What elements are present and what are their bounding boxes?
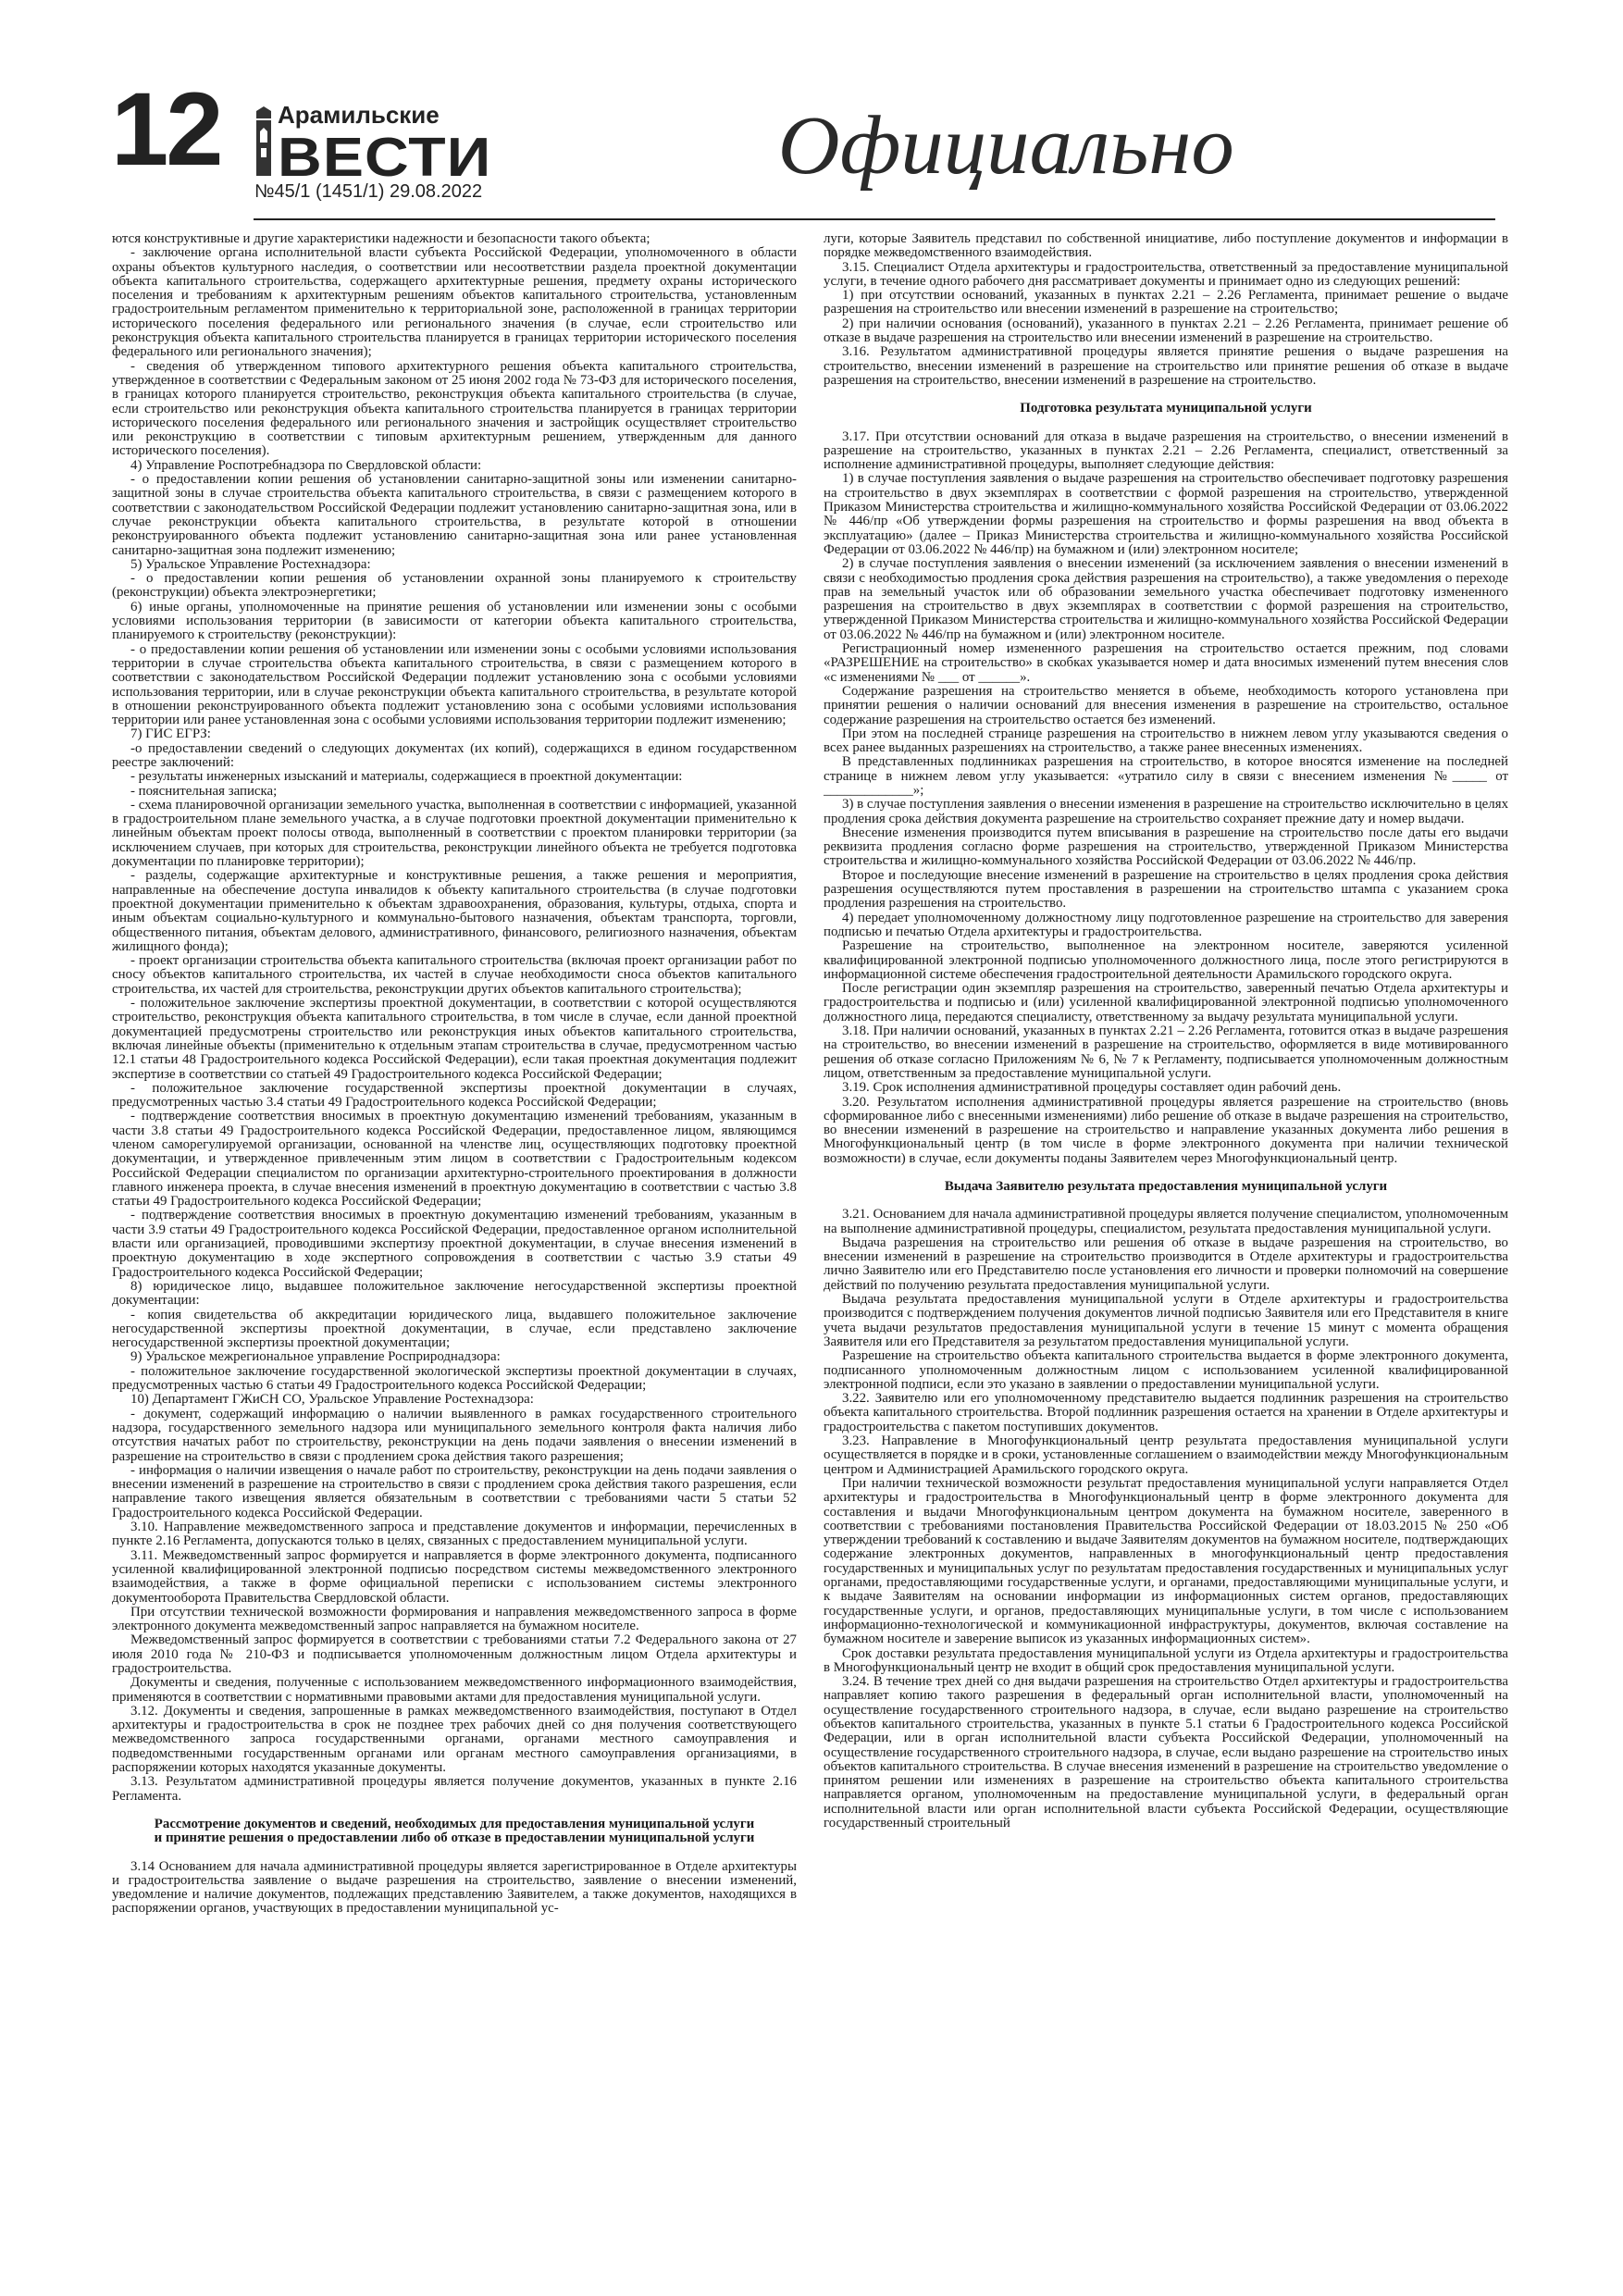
- paragraph: - сведения об утвержденном типового архитектурного решения объекта капитального строительства, утвержденное в соответствии с Федеральным законом от 25 июня 2002 года № 73-ФЗ для исторического поселения, в границах которого планируется строительство, реконструкция объекта капитального строительства (в случае, если строительство или реконструкция объекта капитального строительства планируется в границах территории исторического поселения федерального или регионального значения и застройщик осуществляет строительство или реконструкцию в соответствии с типовым архитектурным решением, утвержденным для данного исторического поселения).: [112, 358, 797, 459]
- paragraph: Второе и последующие внесение изменений в разрешение на строительство в целях продления срока действия разрешения осуществляются путем проставления в разрешении на строительство штампа с указанием срока продления разрешения на строительство.: [824, 867, 1508, 912]
- paragraph: После регистрации один экземпляр разрешения на строительство, заверенный печатью Отдела архитектуры и градостроительства и подписью и (или) усиленной квалифицированной электронной подписью уполномоченного должностного лица, передаются специалисту, ответственному за выдачу результата муниципальной услуги.: [824, 981, 1508, 1024]
- paragraph: Регистрационный номер измененного разрешения на строительство остается прежним, под словами «РАЗРЕШЕНИЕ на строительство» в скобках указывается номер и дата вносимых изменений путем внесения слов «с изменениями № ___ от ______».: [824, 641, 1508, 685]
- paragraph: 3.16. Результатом административной процедуры является принятие решения о выдаче разрешения на строительство, внесении изменений в разрешение на строительство или принятие решения об отказе в выдаче разрешения на строительство, внесении изменений в разрешение на строительство.: [824, 344, 1508, 388]
- paragraph: 3.11. Межведомственный запрос формируется и направляется в форме электронного документа, подписанного усиленной квалифицированной электронной подписью посредством системы межведомственного электронного взаимодействия, а также в форме официальной переписки с использованием системы электронного документооборота Правительства Свердловской области.: [112, 1547, 797, 1606]
- paragraph: Содержание разрешения на строительство меняется в объеме, необходимость которого установлена при принятии решения о наличии оснований для внесения изменения в разрешение на строительство, остальное содержание разрешения на строительство остается без изменений.: [824, 683, 1508, 727]
- paragraph: - о предоставлении копии решения об установлении или изменении зоны с особыми условиями использования территории в случае строительства объекта капитального строительства, в связи с размещением которого в соответствии с законодательством Российской Федерации подлежит установлению зона с особыми условиями использования территории, или в случае реконструкции объекта капитального строительства, в результате которой в отношении реконструированного объекта подлежит установлению зона с особыми условиями использования территории или ранее установленная зона с особыми условиями использования территории подлежит изменению;: [112, 641, 797, 728]
- paragraph: - о предоставлении копии решения об установлении санитарно-защитной зоны или изменении санитарно-защитной зоны в случае строительства объекта капитального строительства, в связи с размещением которого в соответствии с законодательством Российской Федерации подлежит установлению санитарно-защитная зона, или в случае реконструкции объекта капитального строительства, в результате которой в отношении реконструированного объекта подлежит установлению санитарно-защитная зона или ранее установленная санитарно-защитная зона подлежит изменению;: [112, 472, 797, 558]
- section-heading: Рассмотрение документов и сведений, необходимых для предоставления муниципальной услуги и принятие решения о предоставлении либо об отказе в предоставлении муниципальной услуги: [154, 1816, 755, 1846]
- paragraph: 3.20. Результатом исполнения административной процедуры является разрешение на строительство (вновь сформированное либо с внесенными изменениями) либо решение об отказе в выдаче разрешения на строительство, во внесении изменений в разрешение на строительство и направление указанных документа либо решения в Многофункциональный центр (в том числе в форме электронного документа при наличии технической возможности) в случае, если документы поданы Заявителем через Многофункциональный центр.: [824, 1094, 1508, 1166]
- paragraph: 2) в случае поступления заявления о внесении изменений (за исключением заявления о внесении изменений в связи с необходимостью продления срока действия разрешения на строительство), а также уведомления о переходе прав на земельный участок или об образовании земельного участка обеспечивает подготовку измененного разрешения на строительство в двух экземплярах в соответствии с формой разрешения на строительство, утвержденной Приказом Министерства строительства и жилищно-коммунального хозяйства Российской Федерации от 03.06.2022 № 446/пр на бумажном и (или) электронном носителе.: [824, 556, 1508, 642]
- paragraph: 3.13. Результатом административной процедуры является получение документов, указанных в пункте 2.16 Регламента.: [112, 1774, 797, 1804]
- paragraph: 3.23. Направление в Многофункциональный центр результата предоставления муниципальной услуги осуществляется в порядке и в сроки, установленные соглашением о взаимодействии между Многофункциональным центром и Администрацией Арамильского городского округа.: [824, 1433, 1508, 1477]
- paragraph: 3.19. Срок исполнения административной процедуры составляет один рабочий день.: [842, 1080, 1342, 1096]
- column-left: [112, 232, 797, 2268]
- paragraph: При этом на последней странице разрешения на строительство в нижнем левом углу указываются сведения о всех ранее выданных разрешениях на строительство, а также ранее внесенных изменениях.: [824, 726, 1508, 756]
- paragraph: 4) Управление Роспотребнадзора по Свердловской области:: [130, 457, 482, 473]
- paragraph: 3.10. Направление межведомственного запроса и представление документов и информации, перечисленных в пункте 2.16 Регламента, допускаются только в целях, связанных с предоставлением муниципальной услуги.: [112, 1520, 797, 1549]
- paragraph: - заключение органа исполнительной власти субъекта Российской Федерации, уполномоченного в области охраны объектов культурного наследия, о соответствии или несоответствии раздела проектной документации объекта капитального строительства, содержащего архитектурные решения, предмету охраны исторического поселения и требованиям к архитектурным решениям объектов капитального строительства, установленным градостроительным регламентом применительно к территориальной зоне, расположенной в границах территории исторического поселения федерального или регионального значения (в случае, если строительство или реконструкция объекта капитального строительства планируется в границах территории исторического поселения федерального или регионального значения);: [112, 245, 797, 360]
- paragraph: - схема планировочной организации земельного участка, выполненная в соответствии с информацией, указанной в градостроительном плане земельного участка, а в случае подготовки проектной документации применительно к линейным объектам проект полосы отвода, выполненный в соответствии с проектом планировки территории (за исключением случаев, при которых для строительства, реконструкции линейного объекта не требуется подготовка документации по планировке территории);: [112, 797, 797, 870]
- column-right: [824, 232, 1508, 2268]
- paragraph: - положительное заключение государственной экологической экспертизы проектной документации в случаях, предусмотренных частью 6 статьи 49 Градостроительного кодекса Российской Федерации;: [112, 1363, 797, 1394]
- page-header: [0, 0, 1623, 218]
- paragraph: 8) юридическое лицо, выдавшее положительное заключение негосударственной экспертизы проектной документации:: [112, 1278, 797, 1309]
- paragraph: - информация о наличии извещения о начале работ по строительству, реконструкции на день подачи заявления о внесении изменений в разрешение на строительство в связи с продлением срока действия такого разрешения, если направление такого извещения является обязательным в соответствии с требованиями части 5 статьи 52 Градостроительного кодекса Российской Федерации.: [112, 1462, 797, 1520]
- paragraph: 7) ГИС ЕГРЗ:: [130, 726, 211, 742]
- paragraph: - разделы, содержащие архитектурные и конструктивные решения, а также решения и мероприятия, направленные на обеспечение доступа инвалидов к объекту капитального строительства (в случае подготовки проектной документации применительно к объектам здравоохранения, образования, культуры, отдыха, спорта и иным объектам социально-культурного и коммунально-бытового назначения, объектам транспорта, торговли, общественного питания, объектам делового, административного, финансового, религиозного назначения, объектам жилищного фонда);: [112, 868, 797, 954]
- paragraph: - подтверждение соответствия вносимых в проектную документацию изменений требованиям, указанным в части 3.8 статьи 49 Градостроительного кодекса Российской Федерации, предоставленное лицом, являющимся членом саморегулируемой организации, основанной на членстве лиц, осуществляющих подготовку проектной документации, и утвержденное привлеченным этим лицом в соответствии с Градостроительным кодексом Российской Федерации специалистом по организации архитектурно-строительного проектирования в должности главного инженера проекта, в случае внесения изменений в проектную документацию в соответствии с частью 3.8 статьи 49 Градостроительного кодекса Российской Федерации;: [112, 1109, 797, 1210]
- paragraph: Выдача разрешения на строительство или решения об отказе в выдаче разрешения на строительство, во внесении изменений в разрешение на строительство производится в Отделе архитектуры и градостроительства лично Заявителю или его Представителю после установления его личности и проверки полномочий на совершение действий по получению результата предоставления муниципальной услуги.: [824, 1235, 1508, 1293]
- paragraph: 3.22. Заявителю или его уполномоченному представителю выдается подлинник разрешения на строительство объекта капитального строительства. Второй подлинник разрешения остается на хранении в Отделе архитектуры и градостроительства с пакетом поступивших документов.: [824, 1391, 1508, 1434]
- masthead: Арамильские: [278, 101, 440, 129]
- paragraph: При отсутствии технической возможности формирования и направления межведомственного запроса в форме электронного документа межведомственный запрос направляется на бумажном носителе.: [112, 1604, 797, 1634]
- paragraph: 1) в случае поступления заявления о выдаче разрешения на строительство обеспечивает подготовку разрешения на строительство в двух экземплярах в соответствии с формой разрешения на строительство, утвержденной Приказом Министерства строительства и жилищно-коммунального хозяйства Российской Федерации от 03.06.2022 № 446/пр «Об утверждении формы разрешения на строительство и формы разрешения на ввод объекта в эксплуатацию» (далее – Приказ Министерства строительства и жилищно-коммунального хозяйства Российской Федерации от 03.06.2022 № 446/пр) на бумажном и (или) электронном носителе;: [824, 471, 1508, 557]
- paragraph: 2) при наличии основания (оснований), указанного в пунктах 2.21 – 2.26 Регламента, принимает решение об отказе в выдаче разрешения на строительство или внесении изменений в разрешение на строительство.: [824, 316, 1508, 346]
- issue-number: №45/1 (1451/1) 29.08.2022: [254, 181, 483, 202]
- paragraph: Срок доставки результата предоставления муниципальной услуги из Отдела архитектуры и градостроительства в Многофункциональный центр не входит в общий срок предоставления муниципальной услуги.: [824, 1645, 1508, 1675]
- paragraph: 10) Департамент ГЖиСН СО, Уральское Управление Ростехнадзора:: [130, 1392, 534, 1408]
- paragraph: В представленных подлинниках разрешения на строительство, в которое вносятся изменение на последней странице в нижнем левом углу указывается: «утратило силу в связи с внесением изменения №_____ от _____________»;: [824, 754, 1508, 798]
- paragraph: - проект организации строительства объекта капитального строительства (включая проект организации работ по сносу объектов капитального строительства, их частей в случае необходимости сноса объектов капитального строительства, их частей для строительства, реконструкции других объектов капитального строительства);: [112, 953, 797, 997]
- paragraph: Разрешение на строительство объекта капитального строительства выдается в форме электронного документа, подписанного уполномоченным должностным лицом с использованием усиленной квалифицированной электронной подписи, если это указано в заявлении о предоставлении муниципальной услуги.: [824, 1348, 1508, 1392]
- section-heading: Выдача Заявителю результата предоставления муниципальной услуги: [944, 1179, 1388, 1194]
- paragraph: 3.14 Основанием для начала административной процедуры является зарегистрированное в Отделе архитектуры и градостроительства заявление о выдаче разрешения на строительство, заявление о внесении изменений, уведомление и наличие документов, подлежащих представлению Заявителем, а также документов, находящихся в распоряжении органов, участвующих в предоставлении муниципальной ус-: [112, 1858, 797, 1917]
- paragraph: 3) в случае поступления заявления о внесении изменения в разрешение на строительство исключительно в целях продления срока действия документа разрешение на строительство сохраняет прежние дату и номер выдачи.: [824, 797, 1508, 826]
- paragraph: 4) передает уполномоченному должностному лицу подготовленное разрешение на строительство для заверения подписью и печатью Отдела архитектуры и градостроительства.: [824, 910, 1508, 939]
- paragraph: При наличии технической возможности результат предоставления муниципальной услуги направляется Отдел архитектуры и градостроительства в Многофункциональный центр в форме электронного документа для составления и выдачи Многофункциональным центром документа на бумажном носителе, заверенного в соответствии с требованиями постановления Правительства Российской Федерации от 18.03.2015 № 250 «Об утверждении требований к составлению и выдаче Заявителям документов на бумажном носителе, подтверждающих содержание электронных документов, направленных в многофункциональный центр предоставления государственных и муниципальных услуг по результатам предоставления государственных и муниципальных услуг органами, предоставляющими государственные услуги, и органами, предоставляющими муниципальные услуги, и к выдаче Заявителям на основании информации из информационных систем органов, предоставляющих государственные услуги, и органов, предоставляющих муниципальные услуги, в том числе с использованием информационно-технологической и коммуникационной инфраструктуры, документов, включая составление на бумажном носителе и заверение выписок из указанных информационных систем».: [824, 1475, 1508, 1647]
- paragraph: 3.24. В течение трех дней со дня выдачи разрешения на строительство Отдел архитектуры и градостроительства направляет копию такого разрешения в федеральный орган исполнительной власти, уполномоченный на осуществление государственного строительного надзора, в случае, если выдано разрешение на строительство объектов капитального строительства, указанных в пункте 5.1 статьи 6 Градостроительного кодекса Российской Федерации, или в орган исполнительной власти субъекта Российской Федерации, уполномоченный на осуществление государственного строительного надзора, в случае, если выдано разрешение на строительство иных объектов капитального строительства. В случае внесения изменений в разрешение на строительство уведомление о принятом решении или изменениях в разрешение на строительство объекта капитального строительства направляется органом, уполномоченным на предоставление муниципальной услуги, в федеральный орган исполнительной власти или орган исполнительной власти субъекта Российской Федерации, осуществляющие государственный строительный: [824, 1674, 1508, 1831]
- paragraph: 5) Уральское Управление Ростехнадзора:: [130, 556, 371, 572]
- newspaper-title: ВЕСТИ: [278, 127, 492, 188]
- paragraph: 3.18. При наличии оснований, указанных в пунктах 2.21 – 2.26 Регламента, готовится отказ в выдаче разрешения на строительство, во внесении изменений в разрешение на строительство, оформляется в виде мотивированного решения об отказе согласно Приложениям № 6, № 7 к Регламенту, подписывается уполномоченным должностным лицом, ответственным за предоставление муниципальной услуги.: [824, 1024, 1508, 1081]
- paragraph: - копия свидетельства об аккредитации юридического лица, выдавшего положительное заключение негосударственной экспертизы проектной документации, в случае, если представлено заключение негосударственной экспертизы проектной документации;: [112, 1307, 797, 1351]
- paragraph: 3.21. Основанием для начала административной процедуры является получение специалистом, уполномоченным на выполнение административной процедуры, специалистом, результата предоставления муниципальной услуги.: [824, 1207, 1508, 1236]
- paragraph: 3.17. При отсутствии оснований для отказа в выдаче разрешения на строительство, о внесении изменений в разрешение на строительство, указанных в пунктах 2.21 – 2.26 Регламента, специалист, ответственный за исполнение административной процедуры, выполняет следующие действия:: [824, 428, 1508, 473]
- header-divider: [254, 218, 1495, 220]
- paragraph: Разрешение на строительство, выполненное на электронном носителе, заверяются усиленной квалифицированной электронной подписью уполномоченного должностного лица, после этого регистрируются в информационной системе обеспечения градостроительной деятельности Арамильского городского округа.: [824, 938, 1508, 982]
- paragraph: - положительное заключение экспертизы проектной документации, в соответствии с которой осуществляются строительство, реконструкция объекта капитального строительства, в том числе в случае, если данной проектной документацией предусмотрены строительство или реконструкция иных объектов капитального строительства, включая линейные объекты (применительно к отдельным этапам строительства в случае, предусмотренном частью 12.1 статьи 48 Градостроительного кодекса Российской Федерации), если такая проектная документация подлежит экспертизе в соответствии со статьей 49 Градостроительного кодекса Российской Федерации;: [112, 996, 797, 1082]
- section-title: Официально: [777, 100, 1234, 192]
- paragraph: - пояснительная записка;: [130, 783, 278, 799]
- paragraph: Документы и сведения, полученные с использованием межведомственного информационного взаимодействия, применяются в соответствии с нормативными правовыми актами для предоставления муниципальной услуги.: [112, 1675, 797, 1705]
- paragraph: - подтверждение соответствия вносимых в проектную документацию изменений требованиям, указанным в части 3.9 статьи 49 Градостроительного кодекса Российской Федерации, предоставленное органом исполнительной власти или организацией, проводившими экспертизу проектной документации, в случае внесения изменений в проектную документацию в ходе экспертного сопровождения в соответствии с частью 3.9 статьи 49 Градостроительного кодекса Российской Федерации;: [112, 1208, 797, 1280]
- paragraph: -о предоставлении сведений о следующих документах (их копий), содержащихся в едином государственном реестре заключений:: [112, 740, 797, 770]
- section-heading: Подготовка результата муниципальной услуги: [1020, 401, 1312, 416]
- paragraph: 9) Уральское межрегиональное управление Росприроднадзора:: [130, 1349, 501, 1365]
- paragraph: 1) при отсутствии оснований, указанных в пунктах 2.21 – 2.26 Регламента, принимает решение о выдаче разрешения на строительство или внесении изменений в разрешение на строительство;: [824, 288, 1508, 317]
- paragraph: Внесение изменения производится путем вписывания в разрешение на строительство после даты его выдачи реквизита продления согласно форме разрешения на строительство, утвержденной Приказом Министерства строительства и жилищно-коммунального хозяйства Российской Федерации от 03.06.2022 № 446/пр.: [824, 825, 1508, 869]
- page-number: 12: [111, 71, 221, 187]
- emblem-icon: [254, 105, 274, 177]
- paragraph: - положительное заключение государственной экспертизы проектной документации в случаях, предусмотренных частью 3.4 статьи 49 Градостроительного кодекса Российской Федерации;: [112, 1080, 797, 1111]
- paragraph: ются конструктивные и другие характеристики надежности и безопасности такого объекта;: [112, 232, 650, 246]
- paragraph: - документ, содержащий информацию о наличии выявленного в рамках государственного строительного надзора, государственного земельного надзора или муниципального земельного контроля факта наличия либо отсутствия начатых работ по строительству, реконструкции на день подачи заявления о внесении изменений в разрешение на строительство в связи с продлением срока действия такого разрешения;: [112, 1406, 797, 1464]
- paragraph: 6) иные органы, уполномоченные на принятие решения об установлении или изменении зоны с особыми условиями использования территории (в зависимости от категории объекта капитального строительства, планируемого к строительству (реконструкции):: [112, 599, 797, 643]
- paragraph: Выдача результата предоставления муниципальной услуги в Отделе архитектуры и градостроительства производится с подтверждением получения документов личной подписью Заявителя или его Представителя в книге учета выдачи результатов предоставления муниципальной услуги в течение 15 минут с момента обращения Заявителя или его Представителя за результатом предоставления муниципальной услуги.: [824, 1292, 1508, 1349]
- paragraph: луги, которые Заявитель представил по собственной инициативе, либо поступление документов и информации в порядке межведомственного взаимодействия.: [824, 232, 1508, 261]
- paragraph: 3.12. Документы и сведения, запрошенные в рамках межведомственного взаимодействия, поступают в Отдел архитектуры и градостроительства в срок не позднее трех рабочих дней со дня получения соответствующего межведомственного запроса государственными органами, органами местного самоуправления и подведомственными государственным органами или органам местного самоуправления организациями, в распоряжении которых находятся указанные документы.: [112, 1703, 797, 1776]
- paragraph: - о предоставлении копии решения об установлении охранной зоны планируемого к строительству (реконструкции) объекта электроэнергетики;: [112, 571, 797, 601]
- paragraph: - результаты инженерных изысканий и материалы, содержащиеся в проектной документации:: [130, 769, 683, 785]
- paragraph: 3.15. Специалист Отдела архитектуры и градостроительства, ответственный за предоставление муниципальной услуги, в течение одного рабочего дня рассматривает документы и принимает одно из следующих решений:: [824, 259, 1508, 289]
- paragraph: Межведомственный запрос формируется в соответствии с требованиями статьи 7.2 Федерального закона от 27 июля 2010 года № 210-ФЗ и подписывается уполномоченным должностным лицом Отдела архитектуры и градостроительства.: [112, 1632, 797, 1676]
